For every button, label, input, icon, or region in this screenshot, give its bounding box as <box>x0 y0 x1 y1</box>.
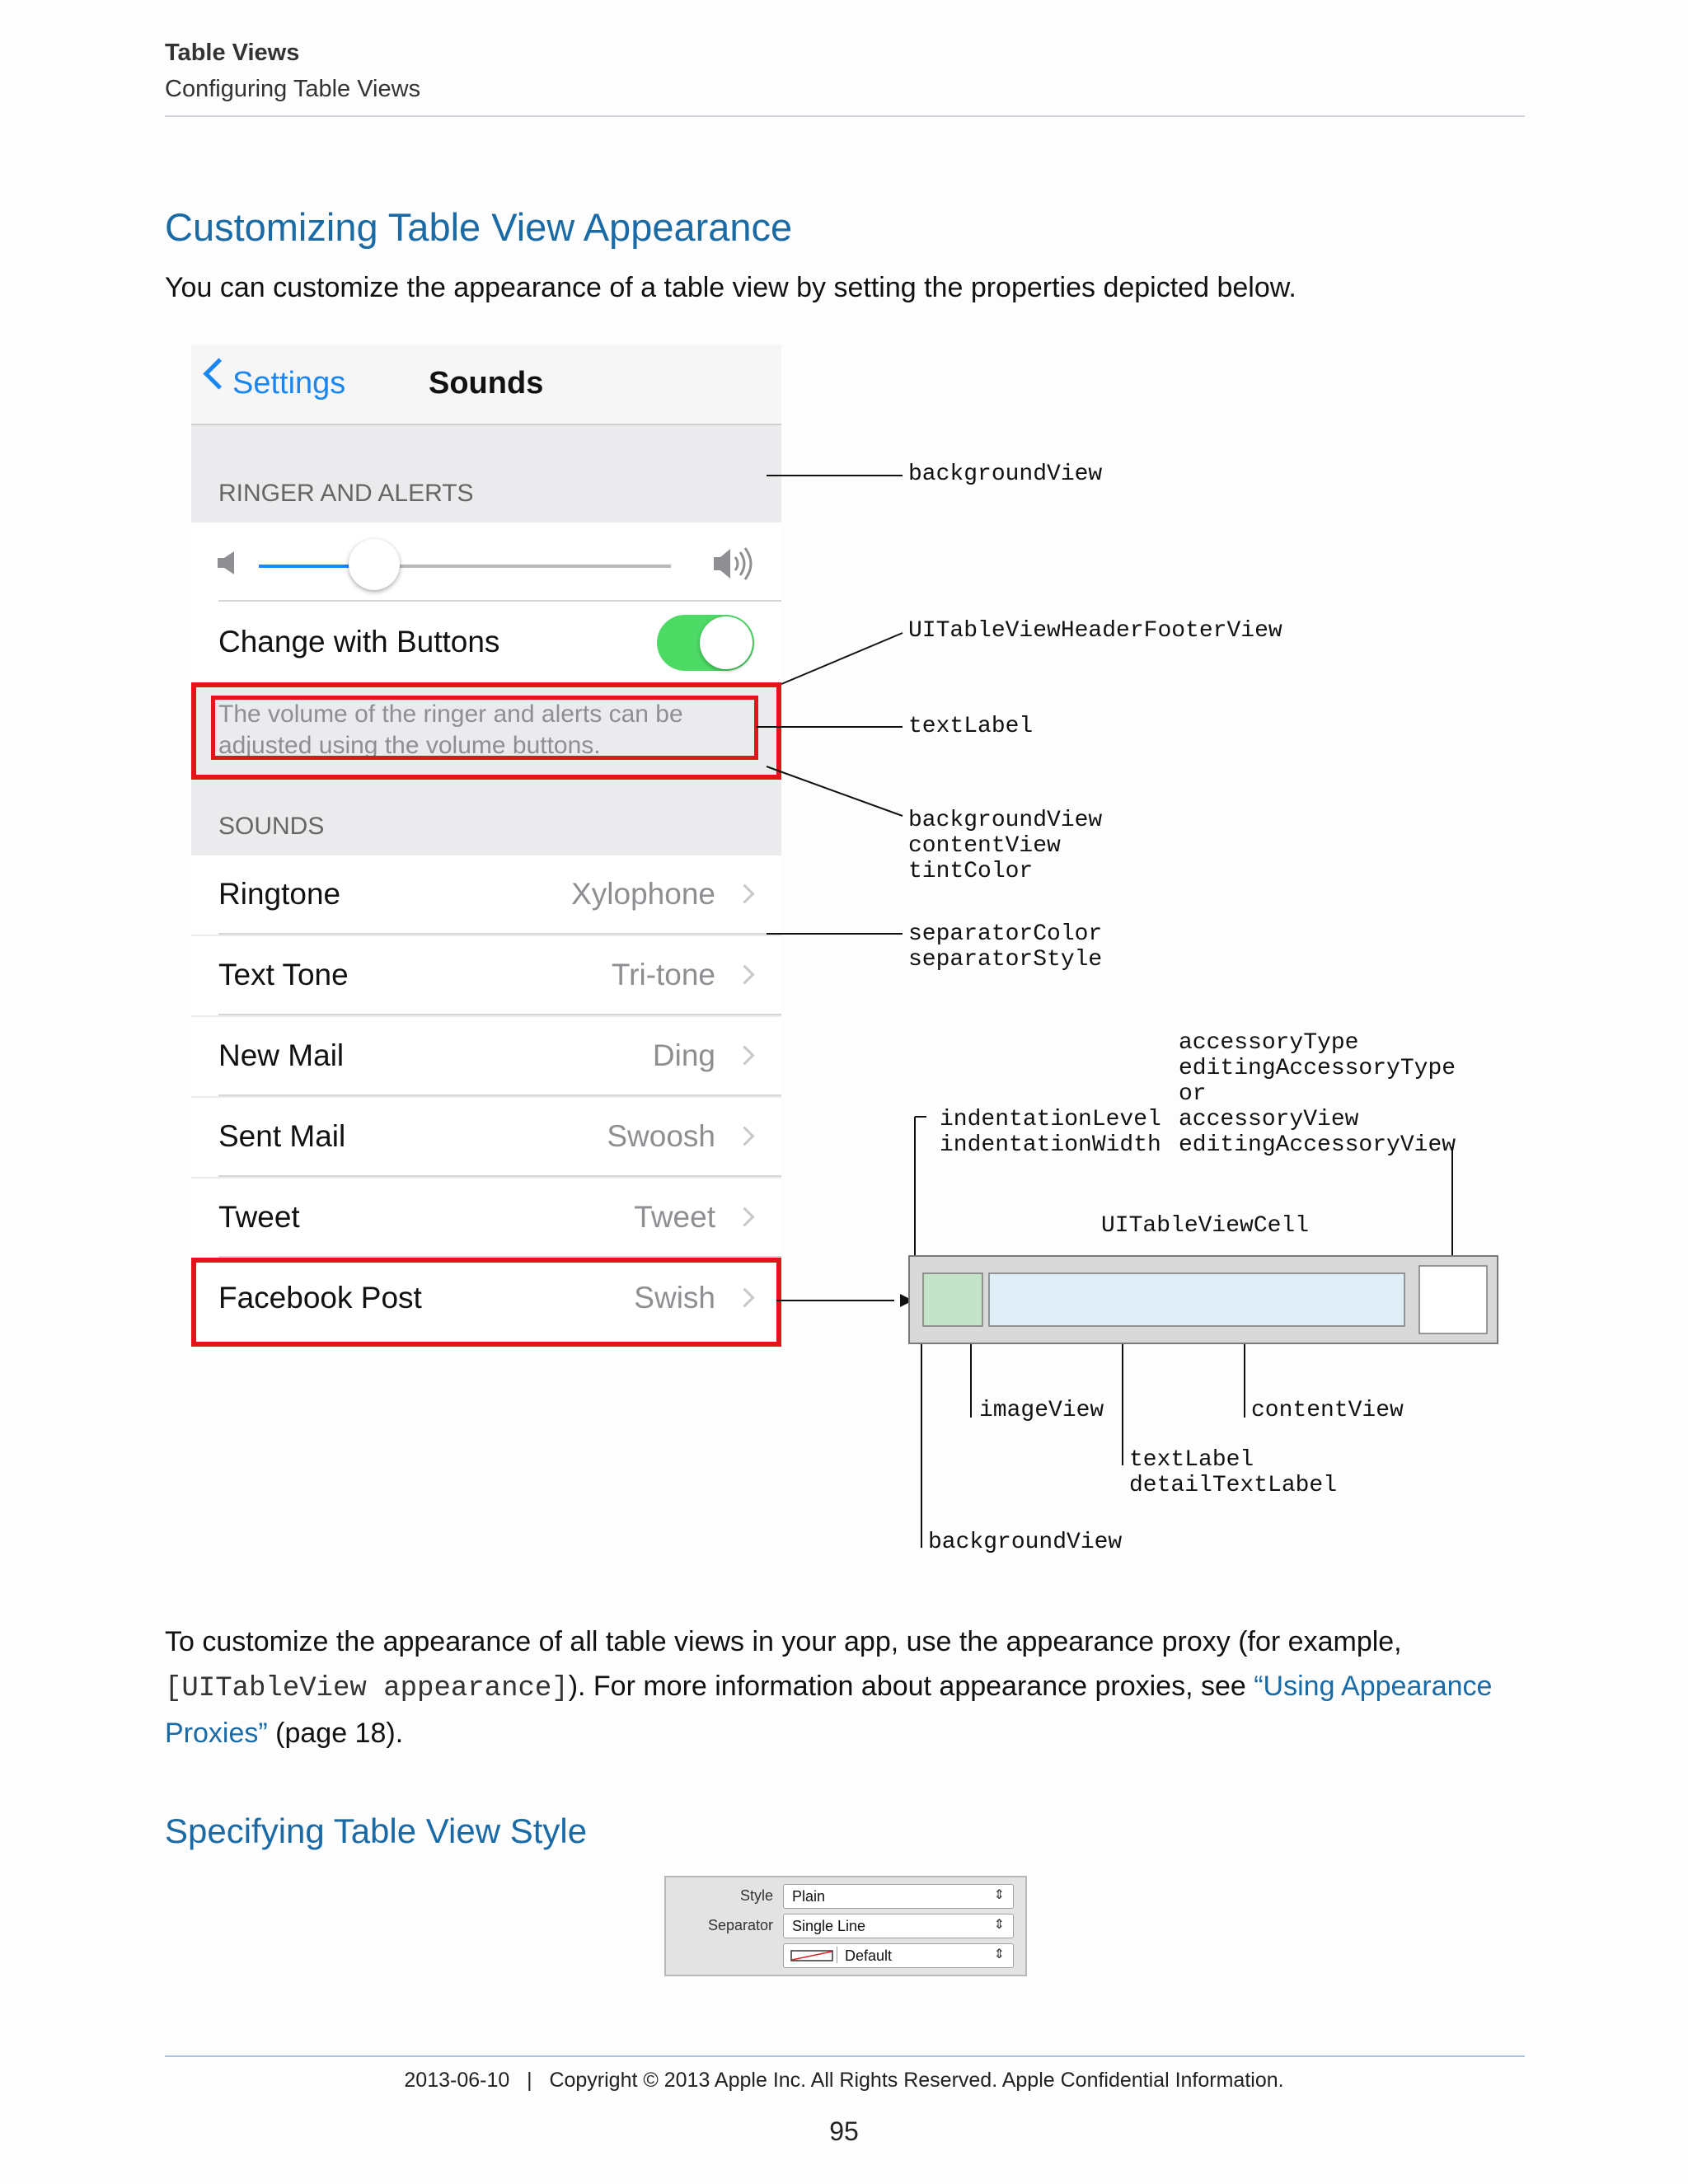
callout-header-footer-view: UITableViewHeaderFooterView <box>908 618 1282 644</box>
row-value: Swish <box>634 1281 715 1315</box>
row-label: Facebook Post <box>218 1281 422 1315</box>
callout-text-label: textLabel <box>908 714 1034 739</box>
color-swatch-icon <box>790 1950 833 1961</box>
running-header-section: Configuring Table Views <box>165 76 421 102</box>
separator-popup[interactable] <box>783 1914 1014 1938</box>
style-value: Plain <box>792 1888 826 1905</box>
callout-separator: separatorColor separatorStyle <box>908 921 1103 972</box>
nav-title: Sounds <box>429 366 544 401</box>
style-popup[interactable] <box>783 1884 1014 1909</box>
copyright-footer: 2013-06-10 | Copyright © 2013 Apple Inc. All Rights Reserved. Apple Confidential Information. <box>404 2069 1284 2092</box>
callout-image-view: imageView <box>979 1398 1104 1423</box>
popup-arrows-icon: ⇕ <box>993 1888 1005 1902</box>
callout-text-detail: textLabel detailTextLabel <box>1129 1447 1338 1498</box>
row-value: Swoosh <box>607 1119 715 1153</box>
callout-accessory: accessoryType editingAccessoryType or accessoryView editingAccessoryView <box>1179 1030 1456 1158</box>
row-label: Sent Mail <box>218 1119 346 1153</box>
style-label: Style <box>739 1887 773 1904</box>
row-label: Text Tone <box>218 958 349 991</box>
back-button[interactable]: Settings <box>232 366 346 401</box>
paragraph-text: (page 18). <box>267 1718 404 1749</box>
callout-cell-title: UITableViewCell <box>1101 1213 1310 1239</box>
popup-arrows-icon: ⇕ <box>993 1918 1005 1932</box>
cross-reference-link[interactable]: “Using Appearance Proxies” <box>165 1671 1493 1749</box>
callout-indentation: indentationLevel indentationWidth <box>940 1107 1161 1158</box>
callout-content-view: contentView <box>1251 1398 1404 1423</box>
callout-background-view-cell: backgroundView <box>928 1530 1123 1555</box>
group-label-ringer: RINGER AND ALERTS <box>218 480 474 507</box>
row-label: Ringtone <box>218 877 341 911</box>
row-value: Tri-tone <box>611 958 715 991</box>
group-footer-line-1: The volume of the ringer and alerts can be <box>218 701 683 728</box>
row-value: Tweet <box>634 1200 715 1234</box>
callout-background-view: backgroundView <box>908 462 1103 487</box>
popup-arrows-icon: ⇕ <box>993 1947 1005 1961</box>
subsection-heading: Specifying Table View Style <box>165 1811 588 1850</box>
running-header-chapter: Table Views <box>165 40 300 66</box>
row-value: Ding <box>652 1038 715 1072</box>
appearance-proxy-paragraph <box>165 1619 1525 1755</box>
paragraph-text: ). For more information about appearance proxies, see <box>568 1671 1254 1702</box>
section-heading: Customizing Table View Appearance <box>165 205 793 249</box>
row-label: New Mail <box>218 1038 345 1072</box>
paragraph-text: To customize the appearance of all table views in your app, use the appearance proxy (for example, <box>165 1626 1402 1657</box>
group-label-sounds: SOUNDS <box>218 813 325 840</box>
row-value: Xylophone <box>571 877 715 911</box>
group-footer-line-2: adjusted using the volume buttons. <box>218 732 601 759</box>
page-number: 95 <box>829 2116 859 2146</box>
intro-paragraph: You can customize the appearance of a table view by setting the properties depicted below. <box>165 272 1296 303</box>
row-label: Tweet <box>218 1200 300 1234</box>
table-view-inspector <box>664 1876 1027 1976</box>
separator-color-popup[interactable] <box>783 1943 1014 1968</box>
separator-value: Single Line <box>792 1918 866 1934</box>
separator-label: Separator <box>707 1917 773 1933</box>
separator-color-value: Default <box>845 1947 893 1964</box>
change-with-buttons-label: Change with Buttons <box>218 625 500 658</box>
callout-bg-content-tint: backgroundView contentView tintColor <box>908 808 1103 884</box>
inline-code: [UITableView appearance] <box>165 1673 569 1704</box>
footer-rule <box>165 2055 1525 2057</box>
